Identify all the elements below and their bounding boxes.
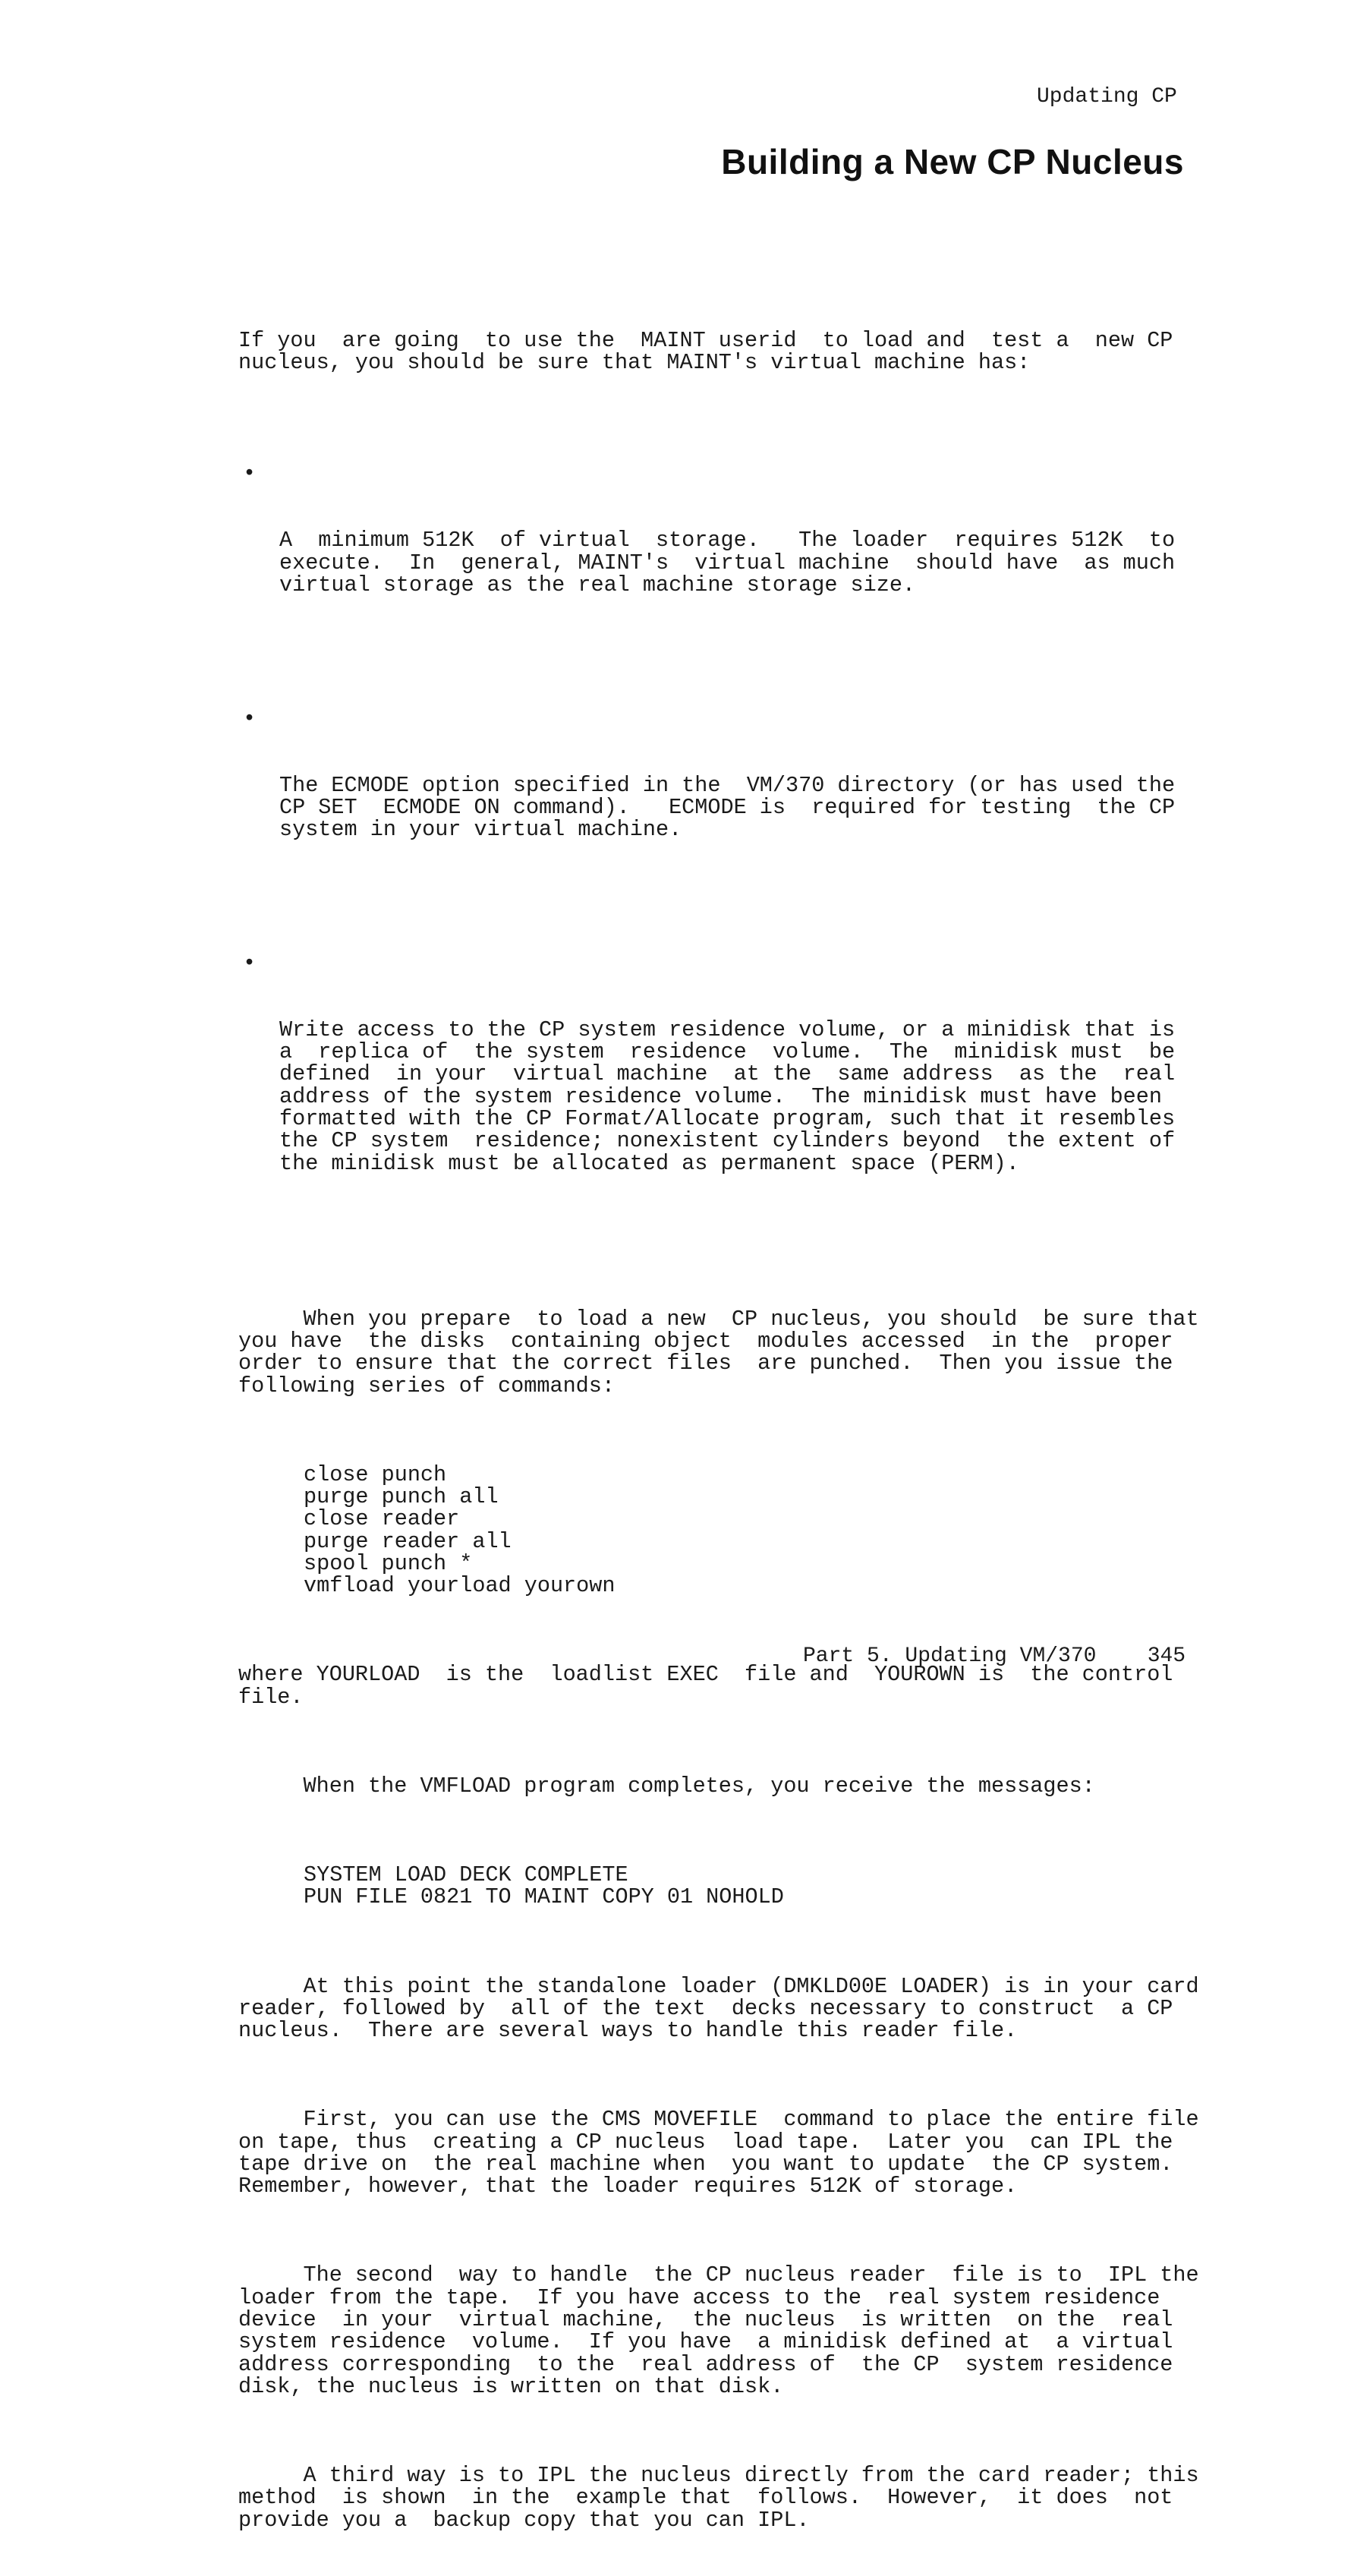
bullet-marker: • — [243, 950, 257, 976]
page-title: Building a New CP Nucleus — [721, 142, 1184, 181]
message-block: SYSTEM LOAD DECK COMPLETE PUN FILE 0821 TO MAINT COPY 01 NOHOLD — [304, 1862, 784, 1910]
page-number: 345 — [1147, 1644, 1186, 1668]
prepare-paragraph: When you prepare to load a new CP nucleus, you should be sure that you have the disks containing object modules accessed in the proper order to ensure that the correct files are punched. Then you issue the following series of commands: — [238, 1306, 1199, 1398]
where-paragraph: where YOURLOAD is the loadlist EXEC file and YOUROWN is the control file. — [238, 1662, 1173, 1710]
second-method-paragraph: The second way to handle the CP nucleus reader file is to IPL the loader from the tape. If you have access to the real system residence device in your virtual machine, the nucleus is written on the real system residence volume. If you have a minidisk defined at a virtual address corresponding to the real address of the CP system residence disk, the nucleus is written on that disk. — [238, 2262, 1199, 2399]
intro-paragraph: If you are going to use the MAINT userid to load and test a new CP nucleus, you should be sure that MAINT's virtual machine has: — [238, 327, 1173, 375]
first-method-paragraph: First, you can use the CMS MOVEFILE command to place the entire file on tape, thus creating a CP nucleus load tape. Later you can IPL the tape drive on the real machine when you want to update the CP system. Remember, however, that the loader requires 512K of storage. — [238, 2107, 1199, 2199]
body-text — [238, 285, 1199, 2576]
requirement-bullet — [238, 952, 1184, 1219]
bullet-text: A minimum 512K of virtual storage. The loader requires 512K to execute. In general, MAINT's virtual machine should have as much virtual storage as the real machine storage size. — [279, 528, 1176, 597]
requirement-bullet — [238, 462, 1184, 640]
bullet-marker: • — [243, 461, 257, 487]
requirement-bullet — [238, 705, 1184, 885]
third-method-paragraph: A third way is to IPL the nucleus directly from the card reader; this method is shown in the example that follows. However, it does not provide you a backup copy that you can IPL. — [238, 2463, 1199, 2533]
bullet-marker: • — [243, 705, 257, 731]
bullet-text: The ECMODE option specified in the VM/370 directory (or has used the CP SET ECMODE ON command). ECMODE is required for testing the CP system in your virtual machine. — [279, 772, 1176, 843]
page-footer — [803, 1645, 1186, 1667]
loader-paragraph: At this point the standalone loader (DMKLD00E LOADER) is in your card reader, followed by all of the text decks necessary to construct a CP nucleus. There are several ways to handle this reader file. — [238, 1973, 1199, 2044]
running-head: Updating CP — [1037, 85, 1177, 109]
completion-paragraph: When the VMFLOAD program completes, you receive the messages: — [238, 1773, 1095, 1799]
bullet-text: Write access to the CP system residence volume, or a minidisk that is a replica of the system residence volume. The minidisk must be defined in your virtual machine at the same address as the real address of the system residence volume. The minidisk must have been formatted with the CP Format/Allocate program, such that it resembles the CP system residence; nonexistent cylinders beyond the extent of the minidisk must be allocated as permanent space (PERM). — [279, 1017, 1176, 1176]
command-block: close punch purge punch all close reader purge reader all spool punch * vmfload yourload yourown — [304, 1461, 616, 1599]
footer-part-label: Part 5. Updating VM/370 — [803, 1644, 1097, 1668]
